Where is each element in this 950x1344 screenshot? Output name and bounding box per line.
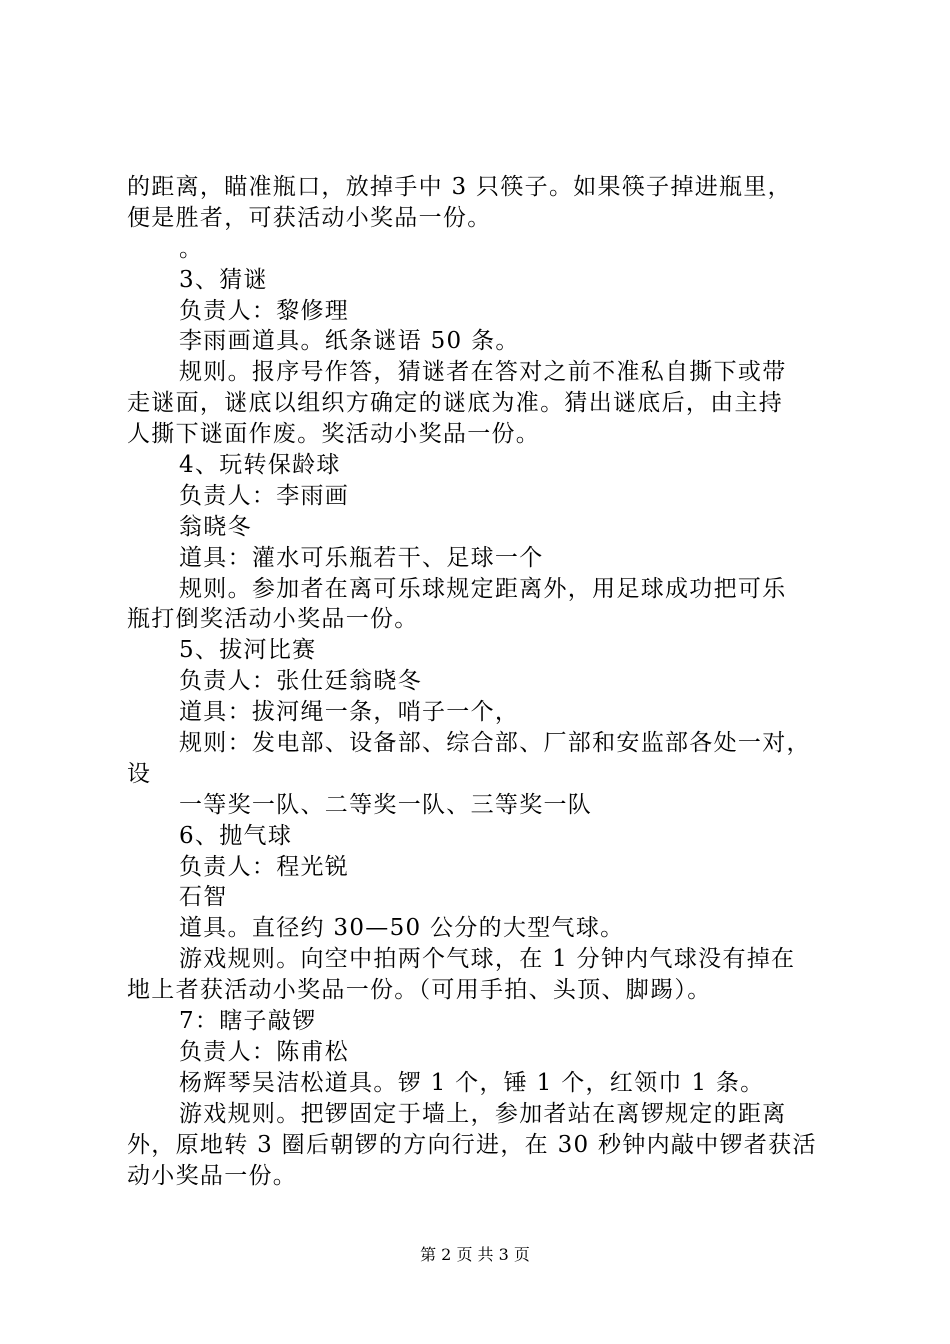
text-line: 4、玩转保龄球	[179, 452, 341, 479]
text-line: 负责人：程光锐	[179, 853, 350, 880]
text-line: 便是胜者，可获活动小奖品一份。	[127, 204, 492, 231]
text-line: 杨辉琴吴洁松道具。锣 1 个，锤 1 个，红领巾 1 条。	[179, 1069, 765, 1096]
text-line: 一等奖一队、二等奖一队、三等奖一队	[179, 791, 593, 818]
text-line: 人撕下谜面作废。奖活动小奖品一份。	[127, 421, 541, 448]
text-line: 的距离，瞄准瓶口，放掉手中 3 只筷子。如果筷子掉进瓶里，	[127, 174, 792, 200]
text-line: 走谜面，谜底以组织方确定的谜底为准。猜出谜底后，由主持	[127, 390, 784, 417]
text-line: 规则。参加者在离可乐球规定距离外，用足球成功把可乐	[179, 575, 787, 602]
text-line: 地上者获活动小奖品一份。（可用手拍、头顶、脚踢）。	[127, 977, 712, 1004]
text-line: 负责人：陈甫松	[179, 1038, 350, 1065]
text-line: 石智	[179, 884, 228, 911]
text-line: 道具：灌水可乐瓶若干、足球一个	[179, 544, 544, 571]
text-line: 游戏规则。把锣固定于墙上，参加者站在离锣规定的距离	[179, 1100, 787, 1127]
text-line: 瓶打倒奖活动小奖品一份。	[127, 606, 419, 633]
text-line: 负责人：黎修理	[179, 297, 350, 324]
text-line: 5、拔河比赛	[179, 637, 317, 664]
document-body	[127, 172, 842, 1191]
text-line: 6、抛气球	[179, 822, 293, 849]
text-line: 设	[127, 760, 152, 787]
text-line: 3、猜谜	[179, 266, 268, 293]
text-line: 负责人：张仕廷翁晓冬	[179, 668, 422, 695]
page-footer: 第 2 页 共 3 页	[420, 1245, 530, 1264]
text-line: 动小奖品一份。	[127, 1162, 298, 1189]
text-line: 李雨画道具。纸条谜语 50 条。	[179, 328, 520, 355]
text-line: 负责人：李雨画	[179, 482, 350, 509]
text-line: 规则：发电部、设备部、综合部、厂部和安监部各处一对，	[179, 730, 811, 757]
text-line: 翁晓冬	[179, 513, 252, 540]
text-line: 7：瞎子敲锣	[179, 1008, 317, 1035]
text-line: 。	[179, 235, 204, 262]
text-line: 道具：拔河绳一条，哨子一个，	[179, 699, 520, 726]
text-line: 游戏规则。向空中拍两个气球，在 1 分钟内气球没有掉在	[179, 946, 796, 973]
text-line: 外，原地转 3 圈后朝锣的方向行进，在 30 秒钟内敲中锣者获活	[127, 1131, 817, 1158]
text-line: 规则。报序号作答，猜谜者在答对之前不准私自撕下或带	[179, 359, 787, 386]
text-line: 道具。直径约 30—50 公分的大型气球。	[179, 915, 625, 942]
